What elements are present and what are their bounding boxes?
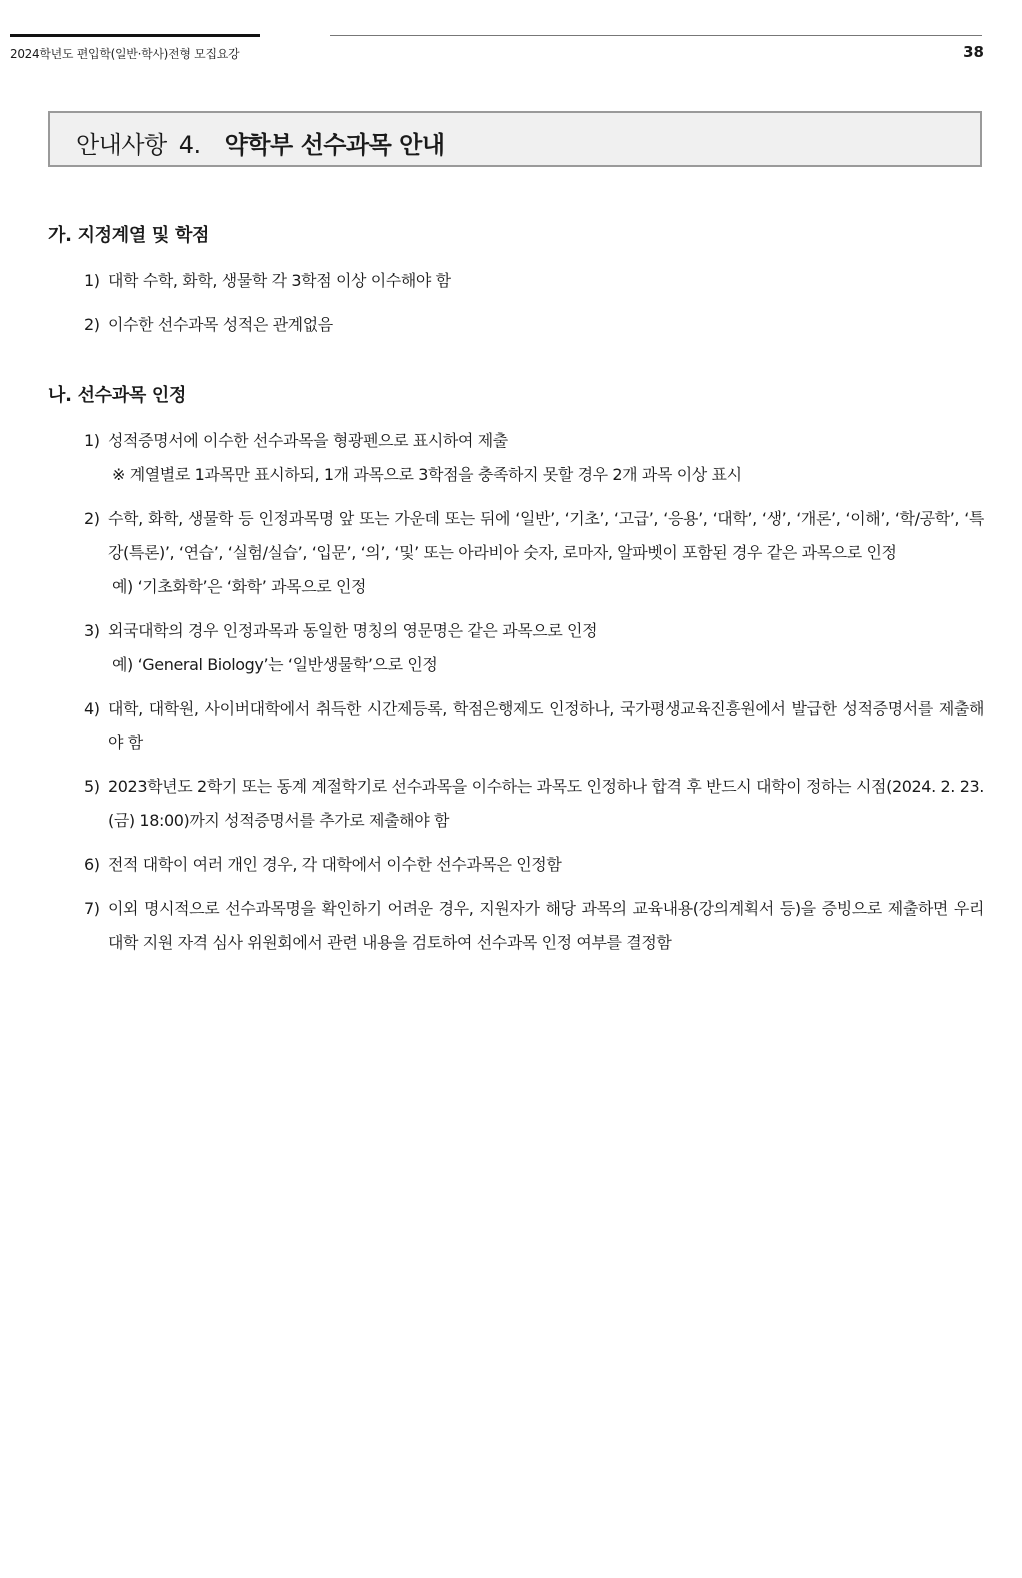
item-number: 6): [84, 855, 100, 874]
item-text: 이수한 선수과목 성적은 관계없음: [108, 315, 333, 334]
subheading-prerequisite-recognition: 나. 선수과목 인정: [48, 385, 187, 406]
item-number: 5): [84, 777, 100, 796]
list-item: [48, 770, 984, 838]
list-item: [48, 614, 984, 682]
document-header-title: 2024학년도 편입학(일반·학사)전형 모집요강: [10, 47, 240, 61]
section-title: [76, 125, 445, 160]
item-number: 1): [84, 271, 100, 290]
list-item: [48, 308, 984, 342]
header-rule-right: [330, 35, 982, 36]
item-number: 2): [84, 315, 100, 334]
item-text: 외국대학의 경우 인정과목과 동일한 명칭의 영문명은 같은 과목으로 인정: [108, 621, 598, 640]
item-note: ※ 계열별로 1과목만 표시하되, 1개 과목으로 3학점을 충족하지 못할 경우 2개 과목 이상 표시: [112, 465, 742, 484]
subheading-designated-fields: 가. 지정계열 및 학점: [48, 225, 210, 246]
list-item: [48, 502, 984, 604]
item-text: 대학, 대학원, 사이버대학에서 취득한 시간제등록, 학점은행제도 인정하나, 국가평생교육진흥원에서 발급한 성적증명서를 제출해야 함: [108, 699, 984, 752]
section-number: 4.: [178, 131, 201, 159]
list-item: [48, 848, 984, 882]
item-note: 예) ‘기초화학’은 ‘화학’ 과목으로 인정: [112, 577, 367, 596]
item-text: 이외 명시적으로 선수과목명을 확인하기 어려운 경우, 지원자가 해당 과목의 교육내용(강의계획서 등)을 증빙으로 제출하면 우리 대학 지원 자격 심사 위원회에서 관련 내용을 검토하여 선수과목 인정 여부를 결정함: [108, 899, 984, 952]
section-title-box: [48, 111, 982, 167]
list-item: [48, 264, 984, 298]
page-number: 38: [963, 43, 984, 61]
item-text: 2023학년도 2학기 또는 동계 계절학기로 선수과목을 이수하는 과목도 인정하나 합격 후 반드시 대학이 정하는 시점(2024. 2. 23.(금) 18:00)까지 성적증명서를 추가로 제출해야 함: [108, 777, 984, 830]
item-number: 7): [84, 899, 100, 918]
item-number: 2): [84, 509, 100, 528]
item-number: 4): [84, 699, 100, 718]
item-text: 성적증명서에 이수한 선수과목을 형광펜으로 표시하여 제출: [108, 431, 508, 450]
item-text: 대학 수학, 화학, 생물학 각 3학점 이상 이수해야 함: [108, 271, 451, 290]
section-label: 안내사항: [76, 131, 167, 159]
item-number: 1): [84, 431, 100, 450]
list-item: [48, 692, 984, 760]
section-main-title: 약학부 선수과목 안내: [224, 131, 445, 159]
item-note: 예) ‘General Biology’는 ‘일반생물학’으로 인정: [112, 655, 438, 674]
item-text: 수학, 화학, 생물학 등 인정과목명 앞 또는 가운데 또는 뒤에 ‘일반’, ‘기초’, ‘고급’, ‘응용’, ‘대학’, ‘생’, ‘개론’, ‘이해’, ‘학/공학’, ‘특강(특론)’, ‘연습’, ‘실험/실습’, ‘입문’, ‘의’, ‘및’ 또는 아라비아 숫자, 로마자, 알파벳이 포함된 경우 같은 과목으로 인정: [108, 509, 984, 562]
list-item: [48, 424, 984, 492]
item-number: 3): [84, 621, 100, 640]
item-text: 전적 대학이 여러 개인 경우, 각 대학에서 이수한 선수과목은 인정함: [108, 855, 562, 874]
list-item: [48, 892, 984, 960]
header-rule-left: [10, 34, 260, 37]
main-content: [48, 222, 984, 970]
